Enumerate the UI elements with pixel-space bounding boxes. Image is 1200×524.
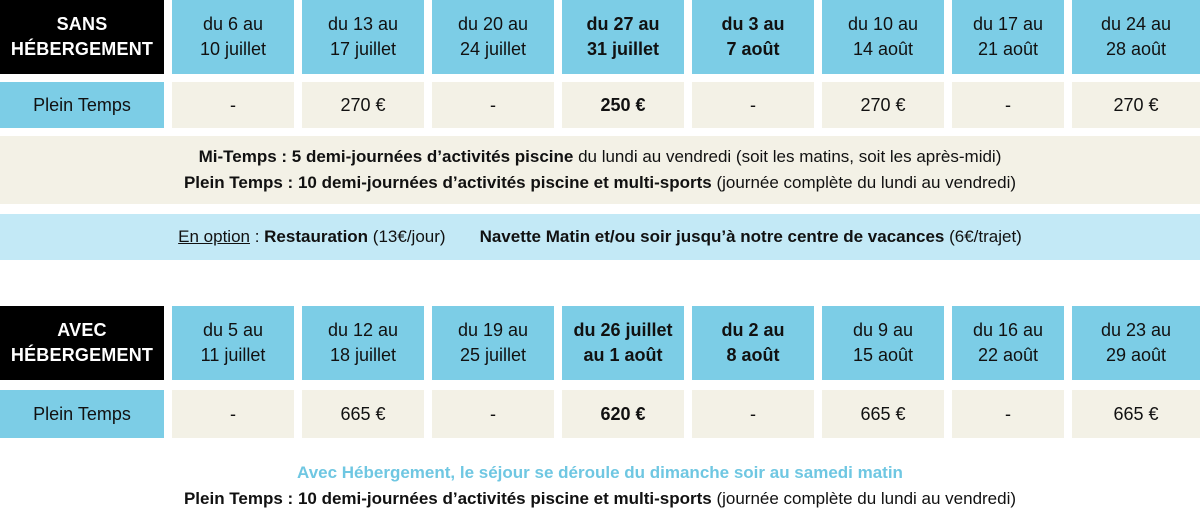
sans-info-line-1 xyxy=(199,144,1002,170)
avec-price-4: 620 € xyxy=(562,390,684,438)
avec-price-8: 665 € xyxy=(1072,390,1200,438)
avec-week-2: du 12 au 18 juillet xyxy=(302,306,424,380)
navette-label: Navette Matin et/ou soir jusqu’à notre centre de vacances xyxy=(479,227,945,246)
sans-row-label: Plein Temps xyxy=(0,82,164,128)
avec-price-5: - xyxy=(692,390,814,438)
avec-plein-temps-label: Plein Temps : 10 demi-journées d’activités piscine et multi-sports xyxy=(183,489,712,508)
avec-week-7: du 16 au 22 août xyxy=(952,306,1064,380)
sans-price-4: 250 € xyxy=(562,82,684,128)
avec-hebergement-header: AVEC HÉBERGEMENT xyxy=(0,306,164,380)
sans-price-8: 270 € xyxy=(1072,82,1200,128)
avec-info-line-2 xyxy=(184,486,1016,512)
navette-price: (6€/trajet) xyxy=(944,227,1022,246)
options-line xyxy=(178,224,1022,250)
avec-price-3: - xyxy=(432,390,554,438)
sans-week-3: du 20 au 24 juillet xyxy=(432,0,554,74)
sans-price-2: 270 € xyxy=(302,82,424,128)
avec-price-7: - xyxy=(952,390,1064,438)
avec-week-1: du 5 au 11 juillet xyxy=(172,306,294,380)
avec-price-2: 665 € xyxy=(302,390,424,438)
sans-price-6: 270 € xyxy=(822,82,944,128)
sans-week-1: du 6 au 10 juillet xyxy=(172,0,294,74)
mi-temps-label: Mi-Temps : 5 demi-journées d’activités piscine xyxy=(198,147,574,166)
option-label: En option xyxy=(178,227,250,246)
sans-price-1: - xyxy=(172,82,294,128)
options-band xyxy=(0,214,1200,260)
restauration-price: (13€/jour) xyxy=(368,227,446,246)
mi-temps-detail: du lundi au vendredi (soit les matins, soit les après-midi) xyxy=(573,147,1002,166)
avec-week-4: du 26 juillet au 1 août xyxy=(562,306,684,380)
avec-price-1: - xyxy=(172,390,294,438)
sans-info-band xyxy=(0,136,1200,204)
sans-week-5: du 3 au 7 août xyxy=(692,0,814,74)
avec-row-label: Plein Temps xyxy=(0,390,164,438)
avec-week-8: du 23 au 29 août xyxy=(1072,306,1200,380)
sans-week-6: du 10 au 14 août xyxy=(822,0,944,74)
avec-info-band xyxy=(0,456,1200,516)
sans-price-5: - xyxy=(692,82,814,128)
sans-price-3: - xyxy=(432,82,554,128)
sans-week-2: du 13 au 17 juillet xyxy=(302,0,424,74)
sans-info-line-2 xyxy=(184,170,1016,196)
plein-temps-detail: (journée complète du lundi au vendredi) xyxy=(711,173,1017,192)
avec-plein-temps-detail: (journée complète du lundi au vendredi) xyxy=(711,489,1017,508)
hebergement-note: Avec Hébergement, le séjour se déroule du dimanche soir au samedi matin xyxy=(297,463,903,482)
avec-price-6: 665 € xyxy=(822,390,944,438)
sans-hebergement-header: SANS HÉBERGEMENT xyxy=(0,0,164,74)
avec-week-5: du 2 au 8 août xyxy=(692,306,814,380)
sans-week-7: du 17 au 21 août xyxy=(952,0,1064,74)
avec-week-3: du 19 au 25 juillet xyxy=(432,306,554,380)
plein-temps-label: Plein Temps : 10 demi-journées d’activités piscine et multi-sports xyxy=(183,173,712,192)
restauration-label: Restauration xyxy=(264,227,369,246)
sans-price-7: - xyxy=(952,82,1064,128)
sans-week-4: du 27 au 31 juillet xyxy=(562,0,684,74)
option-sep: : xyxy=(249,227,265,246)
avec-week-6: du 9 au 15 août xyxy=(822,306,944,380)
sans-week-8: du 24 au 28 août xyxy=(1072,0,1200,74)
avec-info-line-1 xyxy=(297,460,903,486)
